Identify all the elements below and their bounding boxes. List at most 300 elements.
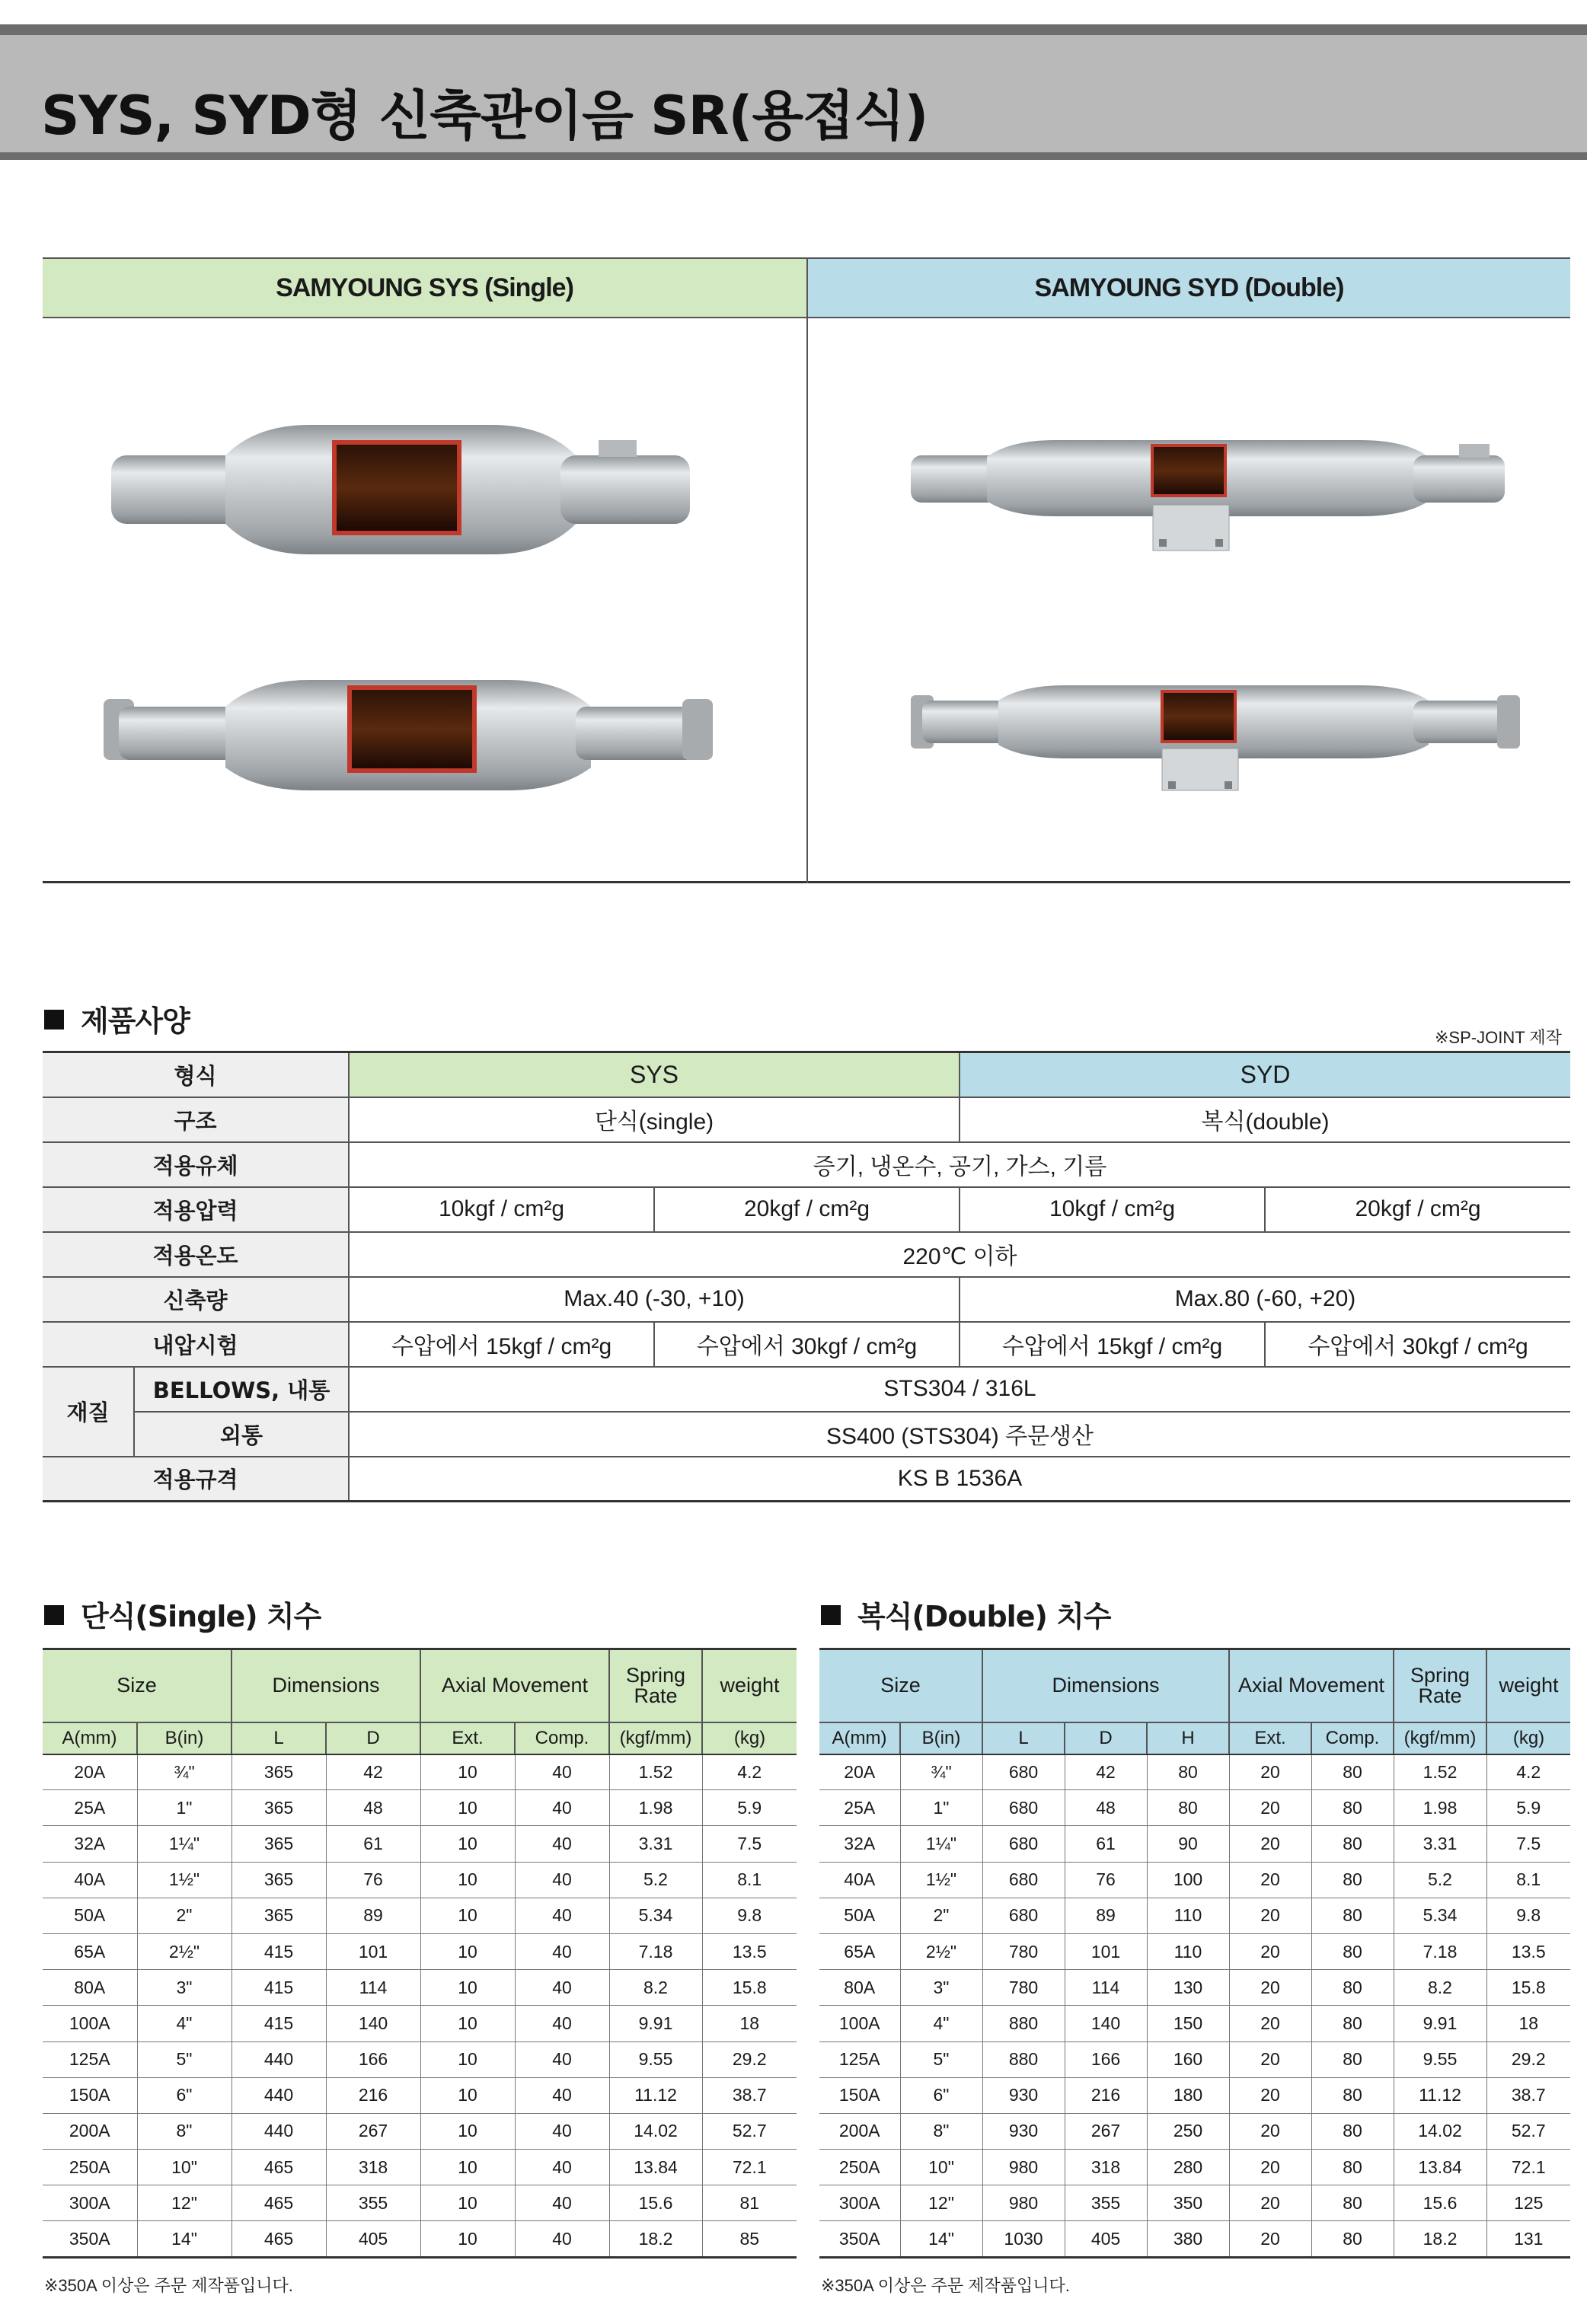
table-cell: 80 [1311, 2077, 1394, 2113]
table-cell: 80 [1147, 1754, 1229, 1790]
table-cell: 10 [420, 2150, 515, 2185]
table-cell: ¾" [137, 1754, 232, 1790]
pressure-value: 10kgf / cm²g [960, 1187, 1265, 1232]
table-cell: 10 [420, 2077, 515, 2113]
table-cell: 150A [819, 2077, 900, 2113]
test-value: 수압에서 30kgf / cm²g [1265, 1322, 1570, 1367]
table-cell: 20A [43, 1754, 137, 1790]
table-cell: 89 [326, 1898, 420, 1933]
sys-header: SYS [349, 1052, 960, 1097]
table-cell: 48 [326, 1790, 420, 1826]
table-cell: 101 [1065, 1933, 1147, 1969]
table-cell: 2½" [900, 1933, 982, 1969]
column-subheader: L [232, 1722, 326, 1754]
table-cell: 90 [1147, 1826, 1229, 1862]
table-cell: 300A [43, 2185, 137, 2221]
sys-product-image-1 [111, 410, 705, 570]
table-cell: 4.2 [702, 1754, 797, 1790]
table-cell: 3" [137, 1970, 232, 2006]
table-cell: 80A [819, 1970, 900, 2006]
table-row [819, 2113, 1570, 2149]
column-subheader: B(in) [137, 1722, 232, 1754]
test-label: 내압시험 [43, 1322, 349, 1367]
table-cell: 980 [982, 2150, 1065, 2185]
table-cell: 65A [819, 1933, 900, 1969]
table-cell: 38.7 [702, 2077, 797, 2113]
table-cell: 114 [326, 1970, 420, 2006]
table-cell: 80 [1311, 1826, 1394, 1862]
table-cell: 415 [232, 1970, 326, 2006]
table-cell: ¾" [900, 1754, 982, 1790]
column-subheader: D [1065, 1722, 1147, 1754]
table-cell: 80 [1311, 1754, 1394, 1790]
dimensions-header: Dimensions [982, 1649, 1229, 1722]
axial-movement-header: Axial Movement [420, 1649, 609, 1722]
table-cell: 20 [1229, 1754, 1311, 1790]
table-cell: 150 [1147, 2006, 1229, 2041]
table-cell: 18 [702, 2006, 797, 2041]
table-cell: 125 [1486, 2185, 1570, 2221]
table-cell: 76 [326, 1862, 420, 1898]
spec-row-structure [43, 1097, 1570, 1142]
column-subheader: Comp. [1311, 1722, 1394, 1754]
table-cell: 20 [1229, 2041, 1311, 2077]
table-cell: 40 [515, 1754, 609, 1790]
pressure-label: 적용압력 [43, 1187, 349, 1232]
table-cell: 32A [819, 1826, 900, 1862]
table-cell: 5.34 [609, 1898, 702, 1933]
table-cell: 15.8 [702, 1970, 797, 2006]
table-cell: 29.2 [702, 2041, 797, 2077]
table-cell: 110 [1147, 1933, 1229, 1969]
table-cell: 8.1 [1486, 1862, 1570, 1898]
table-cell: 101 [326, 1933, 420, 1969]
table-cell: 20 [1229, 1898, 1311, 1933]
table-cell: 14.02 [609, 2113, 702, 2149]
spec-row-outer [43, 1412, 1570, 1457]
table-row [819, 1933, 1570, 1969]
syd-image-header: SAMYOUNG SYD (Double) [806, 257, 1570, 318]
spec-row-standard [43, 1457, 1570, 1502]
table-cell: 10 [420, 2041, 515, 2077]
column-subheader: (kg) [1486, 1722, 1570, 1754]
table-cell: 50A [43, 1898, 137, 1933]
table-cell: 880 [982, 2041, 1065, 2077]
table-cell: 40 [515, 1933, 609, 1969]
table-row [43, 2077, 797, 2113]
table-cell: 40 [515, 2041, 609, 2077]
table-cell: 40 [515, 1862, 609, 1898]
column-subheader: B(in) [900, 1722, 982, 1754]
table-cell: 10 [420, 1933, 515, 1969]
table-cell: 25A [819, 1790, 900, 1826]
table-cell: 680 [982, 1826, 1065, 1862]
table-cell: 166 [326, 2041, 420, 2077]
table-cell: 5.9 [702, 1790, 797, 1826]
table-cell: 300A [819, 2185, 900, 2221]
table-cell: 180 [1147, 2077, 1229, 2113]
table-row [43, 2185, 797, 2221]
table-cell: 1.52 [609, 1754, 702, 1790]
spec-row-bellows [43, 1367, 1570, 1412]
outer-value: SS400 (STS304) 주문생산 [349, 1412, 1570, 1457]
table-cell: 14" [900, 2221, 982, 2257]
table-cell: 125A [43, 2041, 137, 2077]
table-cell: 9.91 [609, 2006, 702, 2041]
table-cell: 10 [420, 1754, 515, 1790]
table-cell: 200A [819, 2113, 900, 2149]
table-row [43, 1970, 797, 2006]
table-cell: 10" [137, 2150, 232, 2185]
table-cell: 40A [819, 1862, 900, 1898]
table-cell: 15.6 [609, 2185, 702, 2221]
table-cell: 80 [1311, 1970, 1394, 2006]
table-cell: 20 [1229, 1933, 1311, 1969]
table-cell: 40 [515, 2006, 609, 2041]
table-cell: 40 [515, 1826, 609, 1862]
table-cell: 267 [1065, 2113, 1147, 2149]
test-value: 수압에서 30kgf / cm²g [654, 1322, 960, 1367]
table-cell: 250A [43, 2150, 137, 2185]
table-cell: 930 [982, 2113, 1065, 2149]
table-cell: 415 [232, 1933, 326, 1969]
syd-product-image-2 [911, 669, 1520, 798]
weight-header: weight [702, 1649, 797, 1722]
table-cell: 365 [232, 1898, 326, 1933]
table-cell: 10 [420, 1970, 515, 2006]
table-cell: 100 [1147, 1862, 1229, 1898]
table-row [819, 2041, 1570, 2077]
table-cell: 1¼" [900, 1826, 982, 1862]
double-heading-text: 복식(Double) 치수 [857, 1600, 1111, 1633]
table-cell: 80A [43, 1970, 137, 2006]
table-cell: 76 [1065, 1862, 1147, 1898]
table-cell: 10 [420, 2185, 515, 2221]
table-row [819, 2185, 1570, 2221]
single-note: ※350A 이상은 주문 제작품입니다. [44, 2276, 293, 2295]
table-cell: 80 [1311, 1790, 1394, 1826]
table-cell: 7.18 [609, 1933, 702, 1969]
table-cell: 1¼" [137, 1826, 232, 1862]
table-cell: 80 [1147, 1790, 1229, 1826]
table-cell: 10 [420, 2221, 515, 2257]
table-cell: 365 [232, 1754, 326, 1790]
table-cell: 50A [819, 1898, 900, 1933]
table-cell: 8.2 [1394, 1970, 1486, 2006]
table-cell: 1½" [900, 1862, 982, 1898]
single-heading [44, 1593, 321, 1635]
table-cell: 10" [900, 2150, 982, 2185]
table-cell: 15.6 [1394, 2185, 1486, 2221]
fluid-label: 적용유체 [43, 1142, 349, 1187]
table-row [819, 2221, 1570, 2257]
table-cell: 8" [900, 2113, 982, 2149]
table-row [43, 2006, 797, 2041]
table-cell: 365 [232, 1826, 326, 1862]
table-row [819, 1898, 1570, 1933]
table-cell: 250A [819, 2150, 900, 2185]
spec-note: ※SP-JOINT 제작 [1435, 1028, 1562, 1047]
table-cell: 14" [137, 2221, 232, 2257]
table-cell: 20 [1229, 1790, 1311, 1826]
table-cell: 48 [1065, 1790, 1147, 1826]
table-cell: 20 [1229, 2150, 1311, 2185]
fluid-value: 증기, 냉온수, 공기, 가스, 기름 [349, 1142, 1570, 1187]
table-cell: 680 [982, 1754, 1065, 1790]
table-cell: 200A [43, 2113, 137, 2149]
table-cell: 5.34 [1394, 1898, 1486, 1933]
syd-header: SYD [960, 1052, 1570, 1097]
table-cell: 20 [1229, 2006, 1311, 2041]
table-cell: 7.5 [702, 1826, 797, 1862]
table-cell: 5" [900, 2041, 982, 2077]
table-cell: 930 [982, 2077, 1065, 2113]
table-cell: 40A [43, 1862, 137, 1898]
table-cell: 1½" [137, 1862, 232, 1898]
table-row [43, 1862, 797, 1898]
column-subheader: L [982, 1722, 1065, 1754]
square-bullet-icon [821, 1605, 841, 1625]
table-cell: 114 [1065, 1970, 1147, 2006]
table-cell: 40 [515, 1898, 609, 1933]
temp-value: 220℃ 이하 [349, 1232, 1570, 1277]
standard-value: KS B 1536A [349, 1457, 1570, 1502]
table-cell: 318 [326, 2150, 420, 2185]
table-row [819, 1826, 1570, 1862]
table-row [43, 2221, 797, 2257]
table-cell: 13.84 [609, 2150, 702, 2185]
column-subheader: (kgf/mm) [609, 1722, 702, 1754]
table-cell: 1.52 [1394, 1754, 1486, 1790]
table-cell: 18.2 [1394, 2221, 1486, 2257]
column-subheader: Comp. [515, 1722, 609, 1754]
table-cell: 9.91 [1394, 2006, 1486, 2041]
table-cell: 20 [1229, 2113, 1311, 2149]
table-cell: 465 [232, 2185, 326, 2221]
table-row [43, 2113, 797, 2149]
spec-row-expansion [43, 1277, 1570, 1322]
table-cell: 4.2 [1486, 1754, 1570, 1790]
column-subheader: Ext. [1229, 1722, 1311, 1754]
table-cell: 100A [43, 2006, 137, 2041]
table-cell: 52.7 [702, 2113, 797, 2149]
image-divider [806, 318, 808, 883]
table-cell: 355 [1065, 2185, 1147, 2221]
expansion-syd: Max.80 (-60, +20) [960, 1277, 1570, 1322]
table-cell: 465 [232, 2221, 326, 2257]
table-cell: 2" [137, 1898, 232, 1933]
table-cell: 20 [1229, 1970, 1311, 2006]
pressure-value: 20kgf / cm²g [1265, 1187, 1570, 1232]
table-cell: 250 [1147, 2113, 1229, 2149]
weight-header: weight [1486, 1649, 1570, 1722]
table-cell: 3.31 [1394, 1826, 1486, 1862]
table-cell: 267 [326, 2113, 420, 2149]
table-cell: 415 [232, 2006, 326, 2041]
spec-row-type [43, 1052, 1570, 1097]
spec-heading [44, 998, 190, 1039]
column-subheader: (kgf/mm) [1394, 1722, 1486, 1754]
table-cell: 140 [326, 2006, 420, 2041]
table-cell: 380 [1147, 2221, 1229, 2257]
table-cell: 9.8 [1486, 1898, 1570, 1933]
spring-rate-header [1394, 1649, 1486, 1722]
structure-sys: 단식(single) [349, 1097, 960, 1142]
single-dimension-table [43, 1648, 797, 2259]
table-cell: 14.02 [1394, 2113, 1486, 2149]
table-cell: 1" [900, 1790, 982, 1826]
product-image-panel [43, 257, 1570, 883]
table-cell: 680 [982, 1862, 1065, 1898]
table-cell: 5.9 [1486, 1790, 1570, 1826]
table-cell: 13.5 [702, 1933, 797, 1969]
expansion-sys: Max.40 (-30, +10) [349, 1277, 960, 1322]
table-cell: 125A [819, 2041, 900, 2077]
table-cell: 72.1 [1486, 2150, 1570, 2185]
table-cell: 40 [515, 1970, 609, 2006]
column-subheader: A(mm) [819, 1722, 900, 1754]
column-subheader: (kg) [702, 1722, 797, 1754]
table-cell: 405 [326, 2221, 420, 2257]
table-cell: 6" [900, 2077, 982, 2113]
bellows-value: STS304 / 316L [349, 1367, 1570, 1412]
table-cell: 980 [982, 2185, 1065, 2221]
table-cell: 18 [1486, 2006, 1570, 2041]
table-cell: 8.1 [702, 1862, 797, 1898]
table-cell: 25A [43, 1790, 137, 1826]
table-cell: 20 [1229, 2185, 1311, 2221]
spring-rate-header [609, 1649, 702, 1722]
spec-table [43, 1051, 1570, 1502]
material-label: 재질 [43, 1367, 134, 1457]
table-cell: 680 [982, 1790, 1065, 1826]
table-cell: 780 [982, 1970, 1065, 2006]
table-cell: 365 [232, 1862, 326, 1898]
table-cell: 131 [1486, 2221, 1570, 2257]
table-cell: 20 [1229, 1862, 1311, 1898]
table-cell: 20A [819, 1754, 900, 1790]
table-cell: 10 [420, 2006, 515, 2041]
table-cell: 13.5 [1486, 1933, 1570, 1969]
spring-rate-header-line-2: Rate [1418, 1684, 1462, 1707]
table-row [819, 2150, 1570, 2185]
table-cell: 440 [232, 2077, 326, 2113]
table-cell: 7.18 [1394, 1933, 1486, 1969]
table-cell: 20 [1229, 1826, 1311, 1862]
table-cell: 440 [232, 2041, 326, 2077]
spring-rate-header-line-2: Rate [634, 1684, 678, 1707]
table-cell: 11.12 [609, 2077, 702, 2113]
table-cell: 20 [1229, 2221, 1311, 2257]
sys-product-image-2 [104, 669, 713, 798]
table-cell: 80 [1311, 1898, 1394, 1933]
column-subheader: A(mm) [43, 1722, 137, 1754]
double-dimension-table [819, 1648, 1570, 2259]
table-row [43, 1754, 797, 1790]
table-cell: 780 [982, 1933, 1065, 1969]
table-cell: 61 [1065, 1826, 1147, 1862]
table-row [43, 1933, 797, 1969]
table-cell: 465 [232, 2150, 326, 2185]
table-cell: 89 [1065, 1898, 1147, 1933]
double-heading [821, 1593, 1111, 1635]
table-row [819, 1970, 1570, 2006]
test-value: 수압에서 15kgf / cm²g [349, 1322, 654, 1367]
spec-row-pressure [43, 1187, 1570, 1232]
table-cell: 81 [702, 2185, 797, 2221]
table-cell: 5.2 [609, 1862, 702, 1898]
table-cell: 80 [1311, 2221, 1394, 2257]
table-cell: 9.55 [609, 2041, 702, 2077]
table-cell: 2½" [137, 1933, 232, 1969]
axial-movement-header: Axial Movement [1229, 1649, 1394, 1722]
table-cell: 2" [900, 1898, 982, 1933]
bellows-label: BELLOWS, 내통 [134, 1367, 349, 1412]
table-cell: 1.98 [609, 1790, 702, 1826]
table-cell: 350A [43, 2221, 137, 2257]
table-row [819, 1862, 1570, 1898]
table-row [43, 1898, 797, 1933]
column-subheader: D [326, 1722, 420, 1754]
structure-syd: 복식(double) [960, 1097, 1570, 1142]
table-cell: 166 [1065, 2041, 1147, 2077]
table-cell: 110 [1147, 1898, 1229, 1933]
table-cell: 318 [1065, 2150, 1147, 2185]
outer-label: 외통 [134, 1412, 349, 1457]
table-cell: 38.7 [1486, 2077, 1570, 2113]
table-cell: 680 [982, 1898, 1065, 1933]
type-label: 형식 [43, 1052, 349, 1097]
spring-rate-header-line-1: Spring [1410, 1663, 1470, 1687]
table-cell: 72.1 [702, 2150, 797, 2185]
table-row [43, 2150, 797, 2185]
column-subheader: Ext. [420, 1722, 515, 1754]
table-cell: 40 [515, 2185, 609, 2221]
syd-product-image-1 [911, 410, 1505, 562]
table-row [819, 1754, 1570, 1790]
table-cell: 355 [326, 2185, 420, 2221]
table-cell: 10 [420, 1790, 515, 1826]
table-cell: 6" [137, 2077, 232, 2113]
table-cell: 3.31 [609, 1826, 702, 1862]
table-cell: 80 [1311, 1862, 1394, 1898]
table-cell: 100A [819, 2006, 900, 2041]
table-cell: 40 [515, 1790, 609, 1826]
table-cell: 80 [1311, 2185, 1394, 2221]
table-cell: 15.8 [1486, 1970, 1570, 2006]
table-cell: 5.2 [1394, 1862, 1486, 1898]
table-row [819, 2077, 1570, 2113]
spec-row-test [43, 1322, 1570, 1367]
table-cell: 29.2 [1486, 2041, 1570, 2077]
table-cell: 365 [232, 1790, 326, 1826]
table-cell: 5" [137, 2041, 232, 2077]
table-cell: 42 [1065, 1754, 1147, 1790]
table-row [819, 2006, 1570, 2041]
table-cell: 80 [1311, 2113, 1394, 2149]
sys-image-header: SAMYOUNG SYS (Single) [43, 257, 806, 318]
table-row [43, 1826, 797, 1862]
table-cell: 40 [515, 2221, 609, 2257]
table-cell: 9.8 [702, 1898, 797, 1933]
table-cell: 350A [819, 2221, 900, 2257]
table-row [43, 1790, 797, 1826]
table-cell: 280 [1147, 2150, 1229, 2185]
table-cell: 11.12 [1394, 2077, 1486, 2113]
table-cell: 216 [1065, 2077, 1147, 2113]
table-cell: 1030 [982, 2221, 1065, 2257]
square-bullet-icon [44, 1010, 64, 1030]
